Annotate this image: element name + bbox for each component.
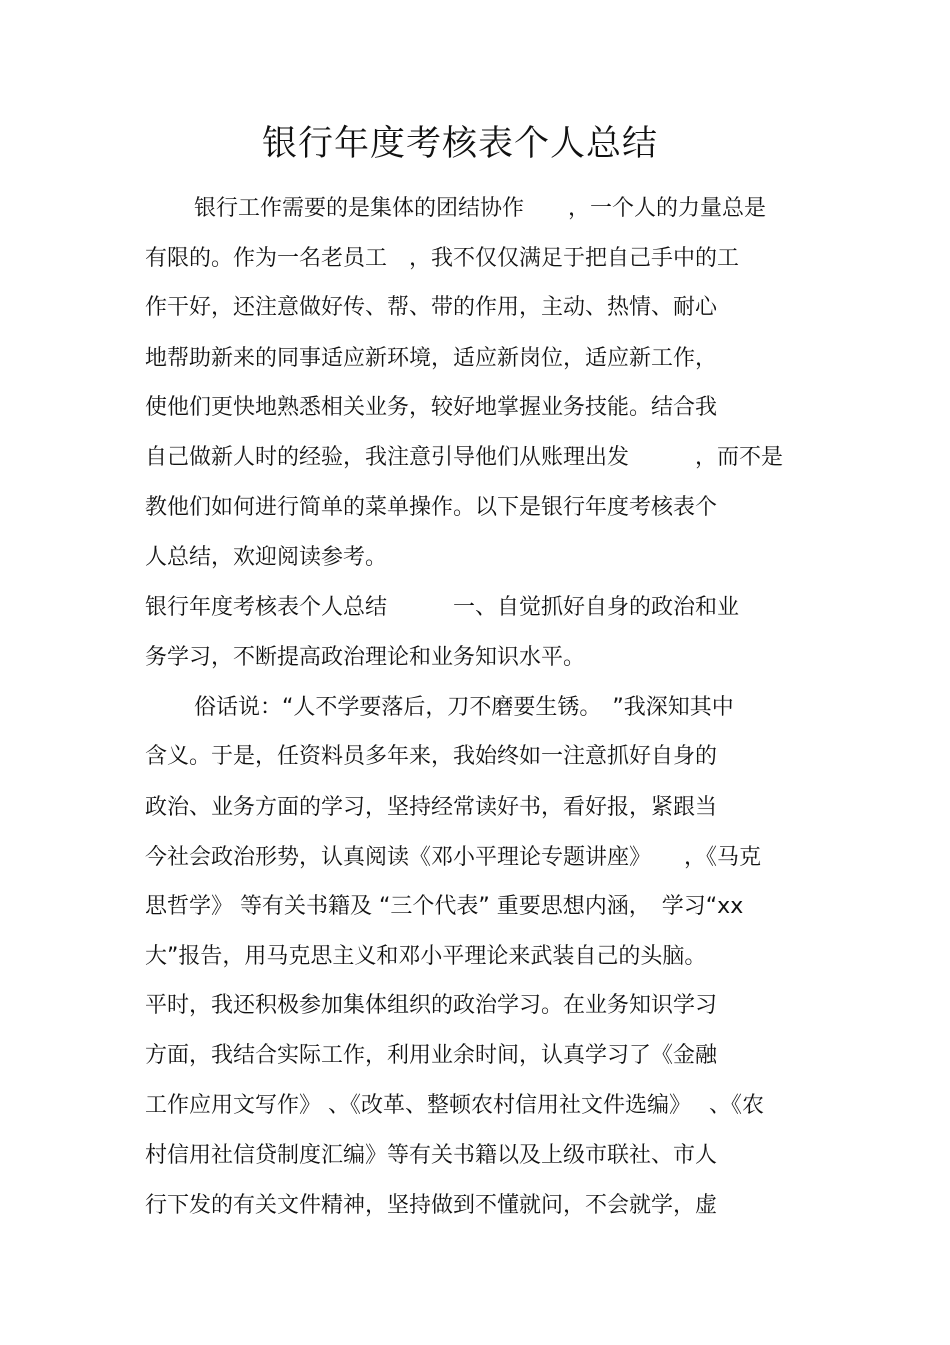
paragraph-line: 思哲学》 等有关书籍及 “三个代表” 重要思想内涵， 学习“xx xyxy=(145,894,744,919)
paragraph-line: 方面，我结合实际工作，利用业余时间，认真学习了《金融 xyxy=(145,1043,718,1068)
paragraph-line: 教他们如何进行简单的菜单操作。以下是银行年度考核表个 xyxy=(145,495,718,520)
paragraph-line: 工作应用文写作》 、《改革、整顿农村信用社文件选编》 、《农 xyxy=(145,1093,764,1118)
paragraph-line: 俗话说：“人不学要落后，刀不磨要生锈。 ”我深知其中 xyxy=(194,695,734,720)
section-heading-line: 银行年度考核表个人总结 一、自觉抓好自身的政治和业 xyxy=(145,595,740,620)
paragraph-line: 自己做新人时的经验，我注意引导他们从账理出发 ，而不是 xyxy=(145,445,784,470)
paragraph-line: 人总结，欢迎阅读参考。 xyxy=(145,545,388,570)
paragraph-line: 行下发的有关文件精神，坚持做到不懂就问，不会就学，虚 xyxy=(145,1193,718,1218)
paragraph-line: 政治、业务方面的学习，坚持经常读好书，看好报，紧跟当 xyxy=(145,795,718,820)
paragraph-line: 作干好，还注意做好传、帮、带的作用，主动、热情、耐心 xyxy=(145,295,718,320)
paragraph-line: 含义。于是，任资料员多年来，我始终如一注意抓好自身的 xyxy=(145,744,718,769)
paragraph-line: 有限的。作为一名老员工 ，我不仅仅满足于把自己手中的工 xyxy=(145,246,740,271)
paragraph-line: 务学习，不断提高政治理论和业务知识水平。 xyxy=(145,645,586,670)
paragraph-line: 村信用社信贷制度汇编》等有关书籍以及上级市联社、市人 xyxy=(145,1143,718,1168)
document-title: 银行年度考核表个人总结 xyxy=(261,124,658,164)
paragraph-line: 今社会政治形势，认真阅读《邓小平理论专题讲座》 ，《马克 xyxy=(145,845,762,870)
paragraph-line: 地帮助新来的同事适应新环境，适应新岗位，适应新工作， xyxy=(145,346,718,371)
paragraph-line: 大”报告，用马克思主义和邓小平理论来武装自己的头脑。 xyxy=(145,944,707,969)
paragraph-line: 使他们更快地熟悉相关业务，较好地掌握业务技能。结合我 xyxy=(145,395,718,420)
paragraph-line: 平时，我还积极参加集体组织的政治学习。在业务知识学习 xyxy=(145,993,718,1018)
paragraph-line: 银行工作需要的是集体的团结协作 ，一个人的力量总是 xyxy=(194,196,767,221)
